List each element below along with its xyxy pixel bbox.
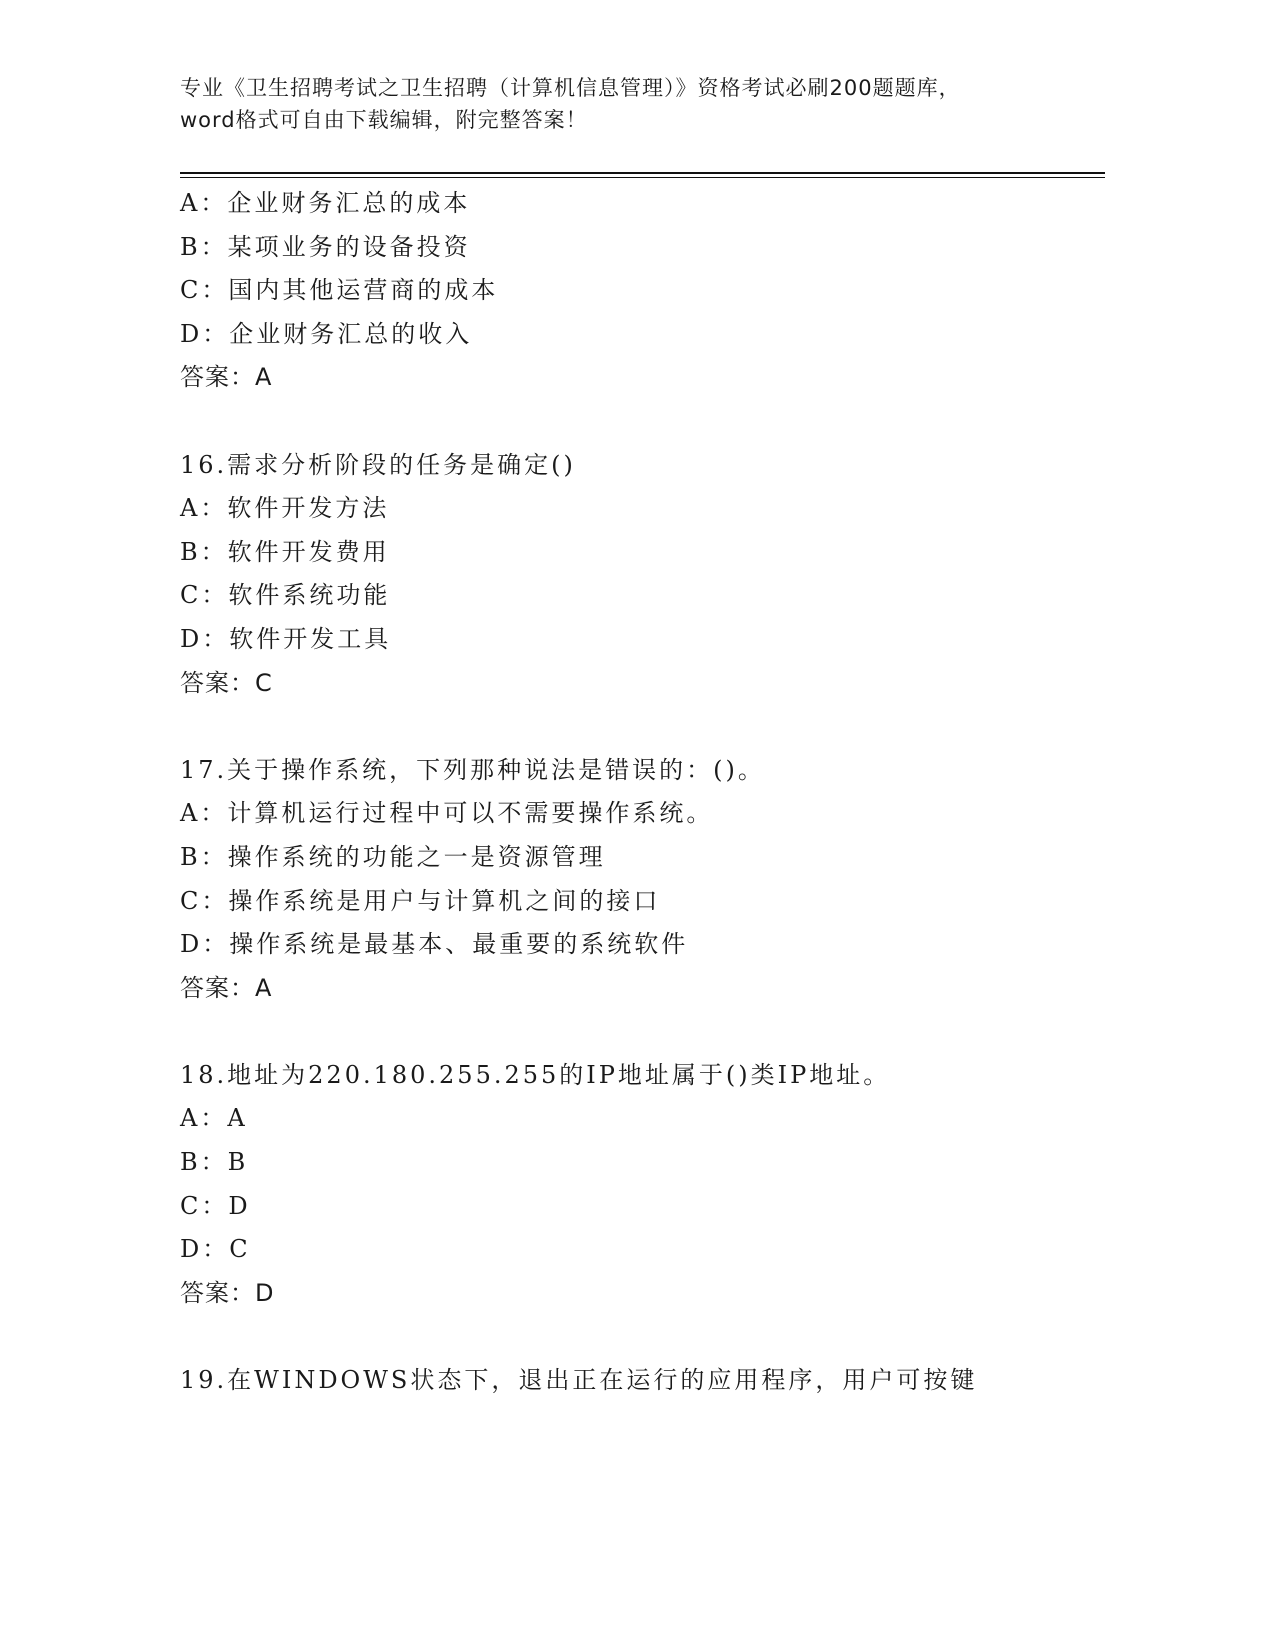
question-list bbox=[180, 184, 1110, 1405]
option-c: C：操作系统是用户与计算机之间的接口 bbox=[180, 886, 661, 915]
answer: 答案：D bbox=[180, 1278, 275, 1307]
header-divider bbox=[180, 172, 1105, 174]
question-18 bbox=[180, 1056, 1110, 1318]
question-text: 19.在WINDOWS状态下，退出正在运行的应用程序，用户可按键 bbox=[180, 1366, 978, 1395]
header-line-1: 专业《卫生招聘考试之卫生招聘（计算机信息管理）》资格考试必刷200题题库， bbox=[180, 76, 961, 100]
option-d: D：操作系统是最基本、最重要的系统软件 bbox=[180, 930, 689, 959]
question-15 bbox=[180, 184, 1110, 402]
option-b: B：某项业务的设备投资 bbox=[180, 232, 471, 261]
option-d: D：企业财务汇总的收入 bbox=[180, 319, 473, 348]
question-17 bbox=[180, 751, 1110, 1013]
document-header bbox=[180, 72, 1110, 136]
question-text: 17.关于操作系统，下列那种说法是错误的：()。 bbox=[180, 755, 765, 784]
spacer bbox=[180, 402, 1110, 446]
question-text: 16.需求分析阶段的任务是确定() bbox=[180, 450, 576, 479]
option-a: A：计算机运行过程中可以不需要操作系统。 bbox=[180, 799, 714, 828]
option-d: D：软件开发工具 bbox=[180, 624, 392, 653]
spacer bbox=[180, 1012, 1110, 1056]
option-a: A：软件开发方法 bbox=[180, 494, 390, 523]
option-d: D：C bbox=[180, 1235, 251, 1264]
answer: 答案：A bbox=[180, 363, 273, 392]
option-c: C：国内其他运营商的成本 bbox=[180, 276, 499, 305]
option-b: B：软件开发费用 bbox=[180, 537, 390, 566]
option-b: B：操作系统的功能之一是资源管理 bbox=[180, 842, 606, 871]
spacer bbox=[180, 1317, 1110, 1361]
header-divider-thin bbox=[180, 177, 1105, 178]
option-a: A：企业财务汇总的成本 bbox=[180, 189, 471, 217]
option-a: A：A bbox=[180, 1104, 248, 1133]
option-c: C：D bbox=[180, 1191, 251, 1220]
question-19 bbox=[180, 1361, 1110, 1405]
spacer bbox=[180, 707, 1110, 751]
question-16 bbox=[180, 446, 1110, 708]
option-c: C：软件系统功能 bbox=[180, 581, 391, 610]
answer: 答案：A bbox=[180, 973, 273, 1002]
option-b: B：B bbox=[180, 1148, 249, 1177]
answer: 答案：C bbox=[180, 668, 273, 697]
question-text: 18.地址为220.180.255.255的IP地址属于()类IP地址。 bbox=[180, 1060, 891, 1089]
header-line-2: word格式可自由下载编辑，附完整答案！ bbox=[180, 108, 588, 132]
